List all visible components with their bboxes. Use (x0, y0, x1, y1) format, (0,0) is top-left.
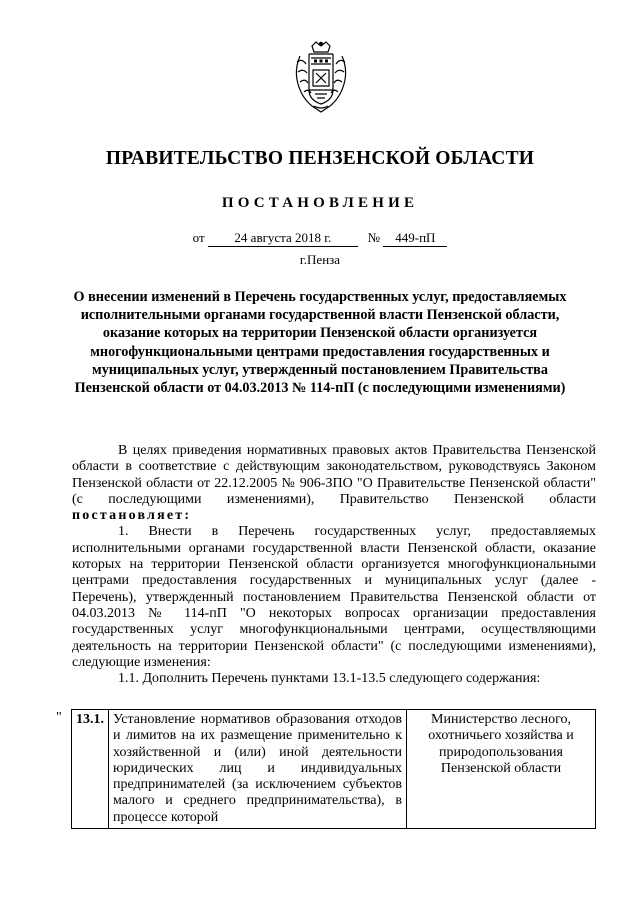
city: г.Пенза (299, 252, 341, 267)
document-heading: О внесении изменений в Перечень государственных услуг, предоставляемых исполнительными органами государственной власти Пензенской области, оказание которых на территории Пензенской области организуется многофункциональными центрами предоставления государственных и муниципальных услуг, утвержденный постановлением Правительства Пензенской области от 04.03.2013 № 114-пП (с последующими изменениями) (73, 289, 567, 397)
government-title: ПРАВИТЕЛЬСТВО ПЕНЗЕНСКОЙ ОБЛАСТИ (105, 148, 535, 169)
service-description: Установление нормативов образования отходов и лимитов на их размещение применительно к хозяйственной и (или) иной деятельности юридических лиц и индивидуальных предпринимателей (за исключением субъектов малого и среднего предпринимательства), в процессе которой (109, 710, 407, 829)
open-quote-mark: " (56, 710, 62, 725)
responsible-organ: Министерство лесного, охотничьего хозяйства и природопользования Пензенской области (407, 710, 596, 829)
table-row (72, 710, 596, 829)
services-table (71, 709, 596, 829)
document-body (72, 443, 596, 687)
date-prefix: от (192, 230, 205, 245)
row-number: 13.1. (72, 710, 109, 829)
document-type: ПОСТАНОВЛЕНИЕ (221, 195, 419, 211)
item-1-paragraph: 1. Внести в Перечень государственных услуг, предоставляемых исполнительными органами государственной власти Пензенской области, оказание которых на территории Пензенской области организуется многофункциональными центрами предоставления государственных и муниципальных услуг (далее - Перечень), утвержденный постановлением Правительства Пензенской области от 04.03.2013 № 114-пП "О некоторых вопросах организации предоставления государственных услуг многофункциональными центрами, осуществляющими деятельность на территории Пензенской области" (с последующими изменениями), следующие изменения: (72, 524, 596, 670)
coat-of-arms-emblem (292, 40, 350, 116)
preamble-text: В целях приведения нормативных правовых актов Правительства Пензенской области в соответствие с действующим законодательством, руководствуясь Законом Пензенской области от 22.12.2005 № 906-ЗПО "О Правительстве Пензенской области" (с последующими изменениями), Правительство Пензенской области (72, 443, 596, 507)
item-1-1-paragraph: 1.1. Дополнить Перечень пунктами 13.1-13.5 следующего содержания: (118, 671, 541, 687)
number-prefix: № (367, 230, 381, 245)
document-date: 24 августа 2018 г. (208, 230, 358, 247)
document-number: 449-пП (383, 230, 447, 247)
preamble-paragraph (72, 443, 596, 524)
resolves-word: постановляет: (72, 508, 192, 524)
date-line (0, 230, 640, 247)
